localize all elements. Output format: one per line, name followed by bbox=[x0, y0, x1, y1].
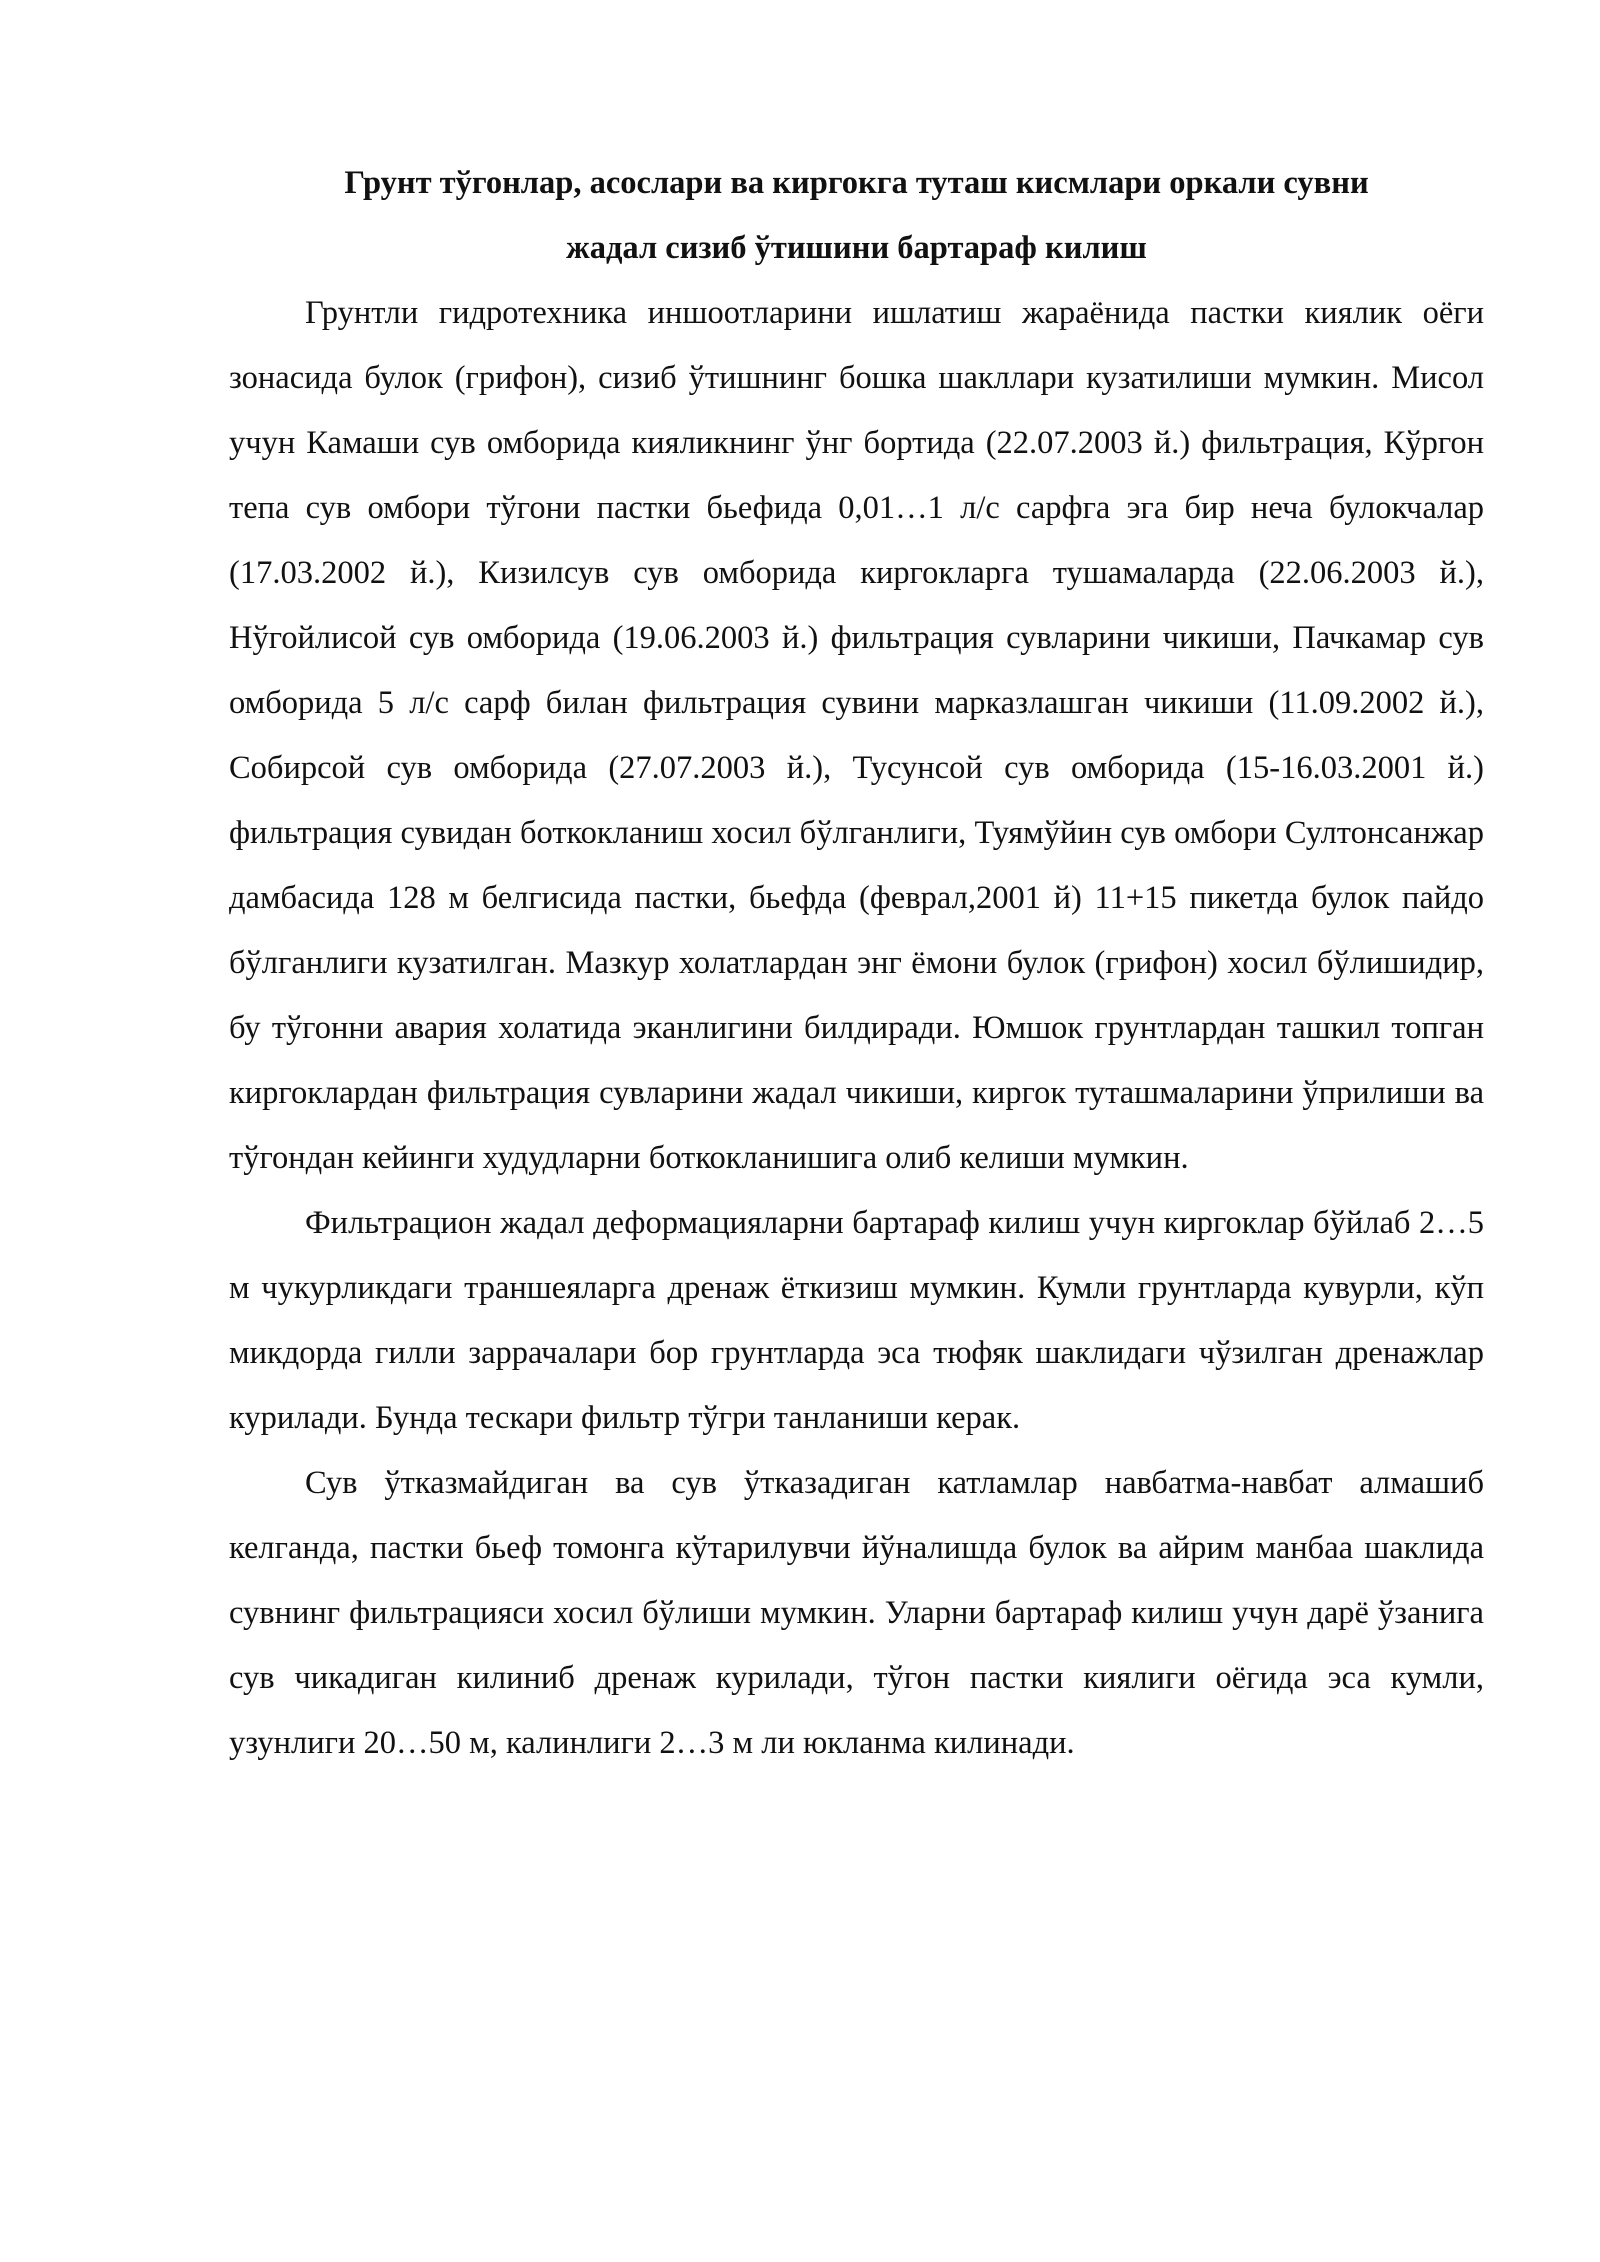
title-line-2: жадал сизиб ўтишини бартараф килиш bbox=[566, 230, 1147, 266]
title-line-1: Грунт тўгонлар, асослари ва киргокга туташ кисмлари оркали сувни bbox=[344, 165, 1369, 201]
document-title bbox=[229, 151, 1484, 281]
paragraph-2: Фильтрацион жадал деформацияларни бартараф килиш учун киргоклар бўйлаб 2…5 м чукурликдаги траншеяларга дренаж ёткизиш мумкин. Кумли грунтларда кувурли, кўп микдорда гилли заррачалари бор грунтларда эса тюфяк шаклидаги чўзилган дренажлар курилади. Бунда тескари фильтр тўгри танланиши керак. bbox=[229, 1205, 1484, 1436]
paragraph-1: Грунтли гидротехника иншоотларини ишлатиш жараёнида пастки киялик оёги зонасида булок (грифон), сизиб ўтишнинг бошка шакллари кузатилиши мумкин. Мисол учун Камаши сув омборида кияликнинг ўнг бортида (22.07.2003 й.) фильтрация, Кўргон тепа сув омбори тўгони пастки бьефида 0,01…1 л/с сарфга эга бир неча булокчалар (17.03.2002 й.), Кизилсув сув омборида киргокларга тушамаларда (22.06.2003 й.), Нўгойлисой сув омборида (19.06.2003 й.) фильтрация сувларини чикиши, Пачкамар сув омборида 5 л/с сарф билан фильтрация сувини марказлашган чикиши (11.09.2002 й.), Собирсой сув омборида (27.07.2003 й.), Тусунсой сув омборида (15-16.03.2001 й.) фильтрация сувидан боткокланиш хосил бўлганлиги, Туямўйин сув омбори Султонсанжар дамбасида 128 м белгисида пастки, бьефда (феврал,2001 й) 11+15 пикетда булок пайдо бўлганлиги кузатилган. Мазкур холатлардан энг ёмони булок (грифон) хосил бўлишидир, бу тўгонни авария холатида эканлигини билдиради. Юмшок грунтлардан ташкил топган киргоклардан фильтрация сувларини жадал чикиши, киргок туташмаларини ўприлиши ва тўгондан кейинги худудларни боткокланишига олиб келиши мумкин. bbox=[229, 295, 1484, 1176]
paragraph-3: Сув ўтказмайдиган ва сув ўтказадиган катламлар навбатма-навбат алмашиб келганда, пастки бьеф томонга кўтарилувчи йўналишда булок ва айрим манбаа шаклида сувнинг фильтрацияси хосил бўлиши мумкин. Уларни бартараф килиш учун дарё ўзанига сув чикадиган килиниб дренаж курилади, тўгон пастки киялиги оёгида эса кумли, узунлиги 20…50 м, калинлиги 2…3 м ли юкланма килинади. bbox=[229, 1465, 1484, 1761]
